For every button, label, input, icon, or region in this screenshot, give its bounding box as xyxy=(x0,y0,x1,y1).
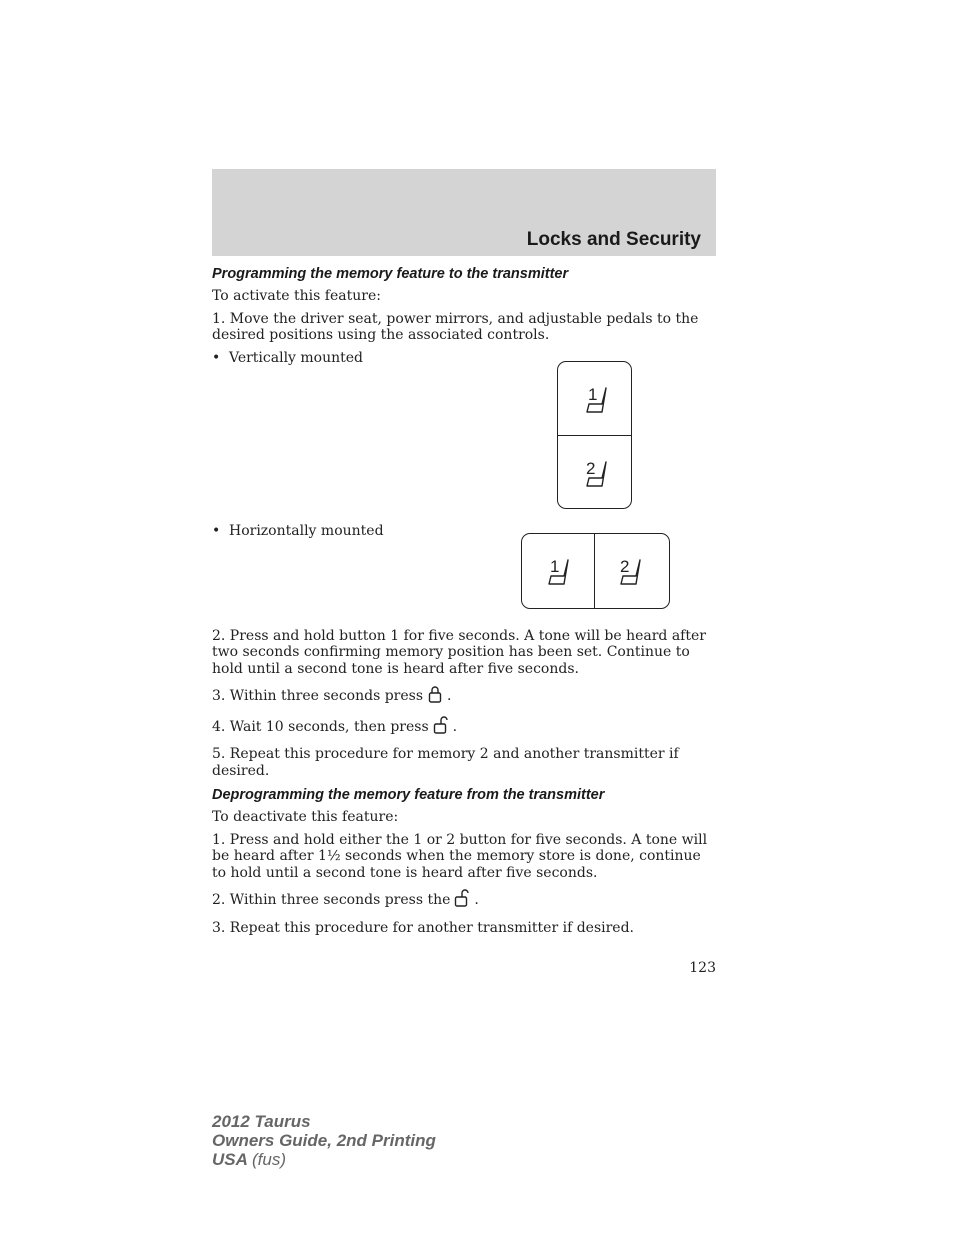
memory-button-1 xyxy=(584,384,614,420)
heading-programming: Programming the memory feature to the transmitter xyxy=(212,266,569,282)
step-1-move: 1. Move the driver seat, power mirrors, and adjustable pedals to the desired positions using the associated controls. xyxy=(212,310,699,343)
seat-icon xyxy=(546,556,576,588)
unlock-icon xyxy=(433,716,449,739)
memory-buttons-horizontal-figure xyxy=(521,533,670,609)
unlock-icon xyxy=(454,889,470,912)
memory-button-2 xyxy=(584,458,614,494)
button-2-label: 2 xyxy=(620,557,630,576)
seat-icon xyxy=(584,384,614,416)
figure-divider xyxy=(558,435,631,436)
step-3-press-lock: 3. Within three seconds press . xyxy=(212,685,716,708)
bullet-dot-icon: • xyxy=(212,349,221,366)
heading-deprogramming: Deprogramming the memory feature from the transmitter xyxy=(212,787,605,803)
intro-deactivate: To deactivate this feature: xyxy=(212,809,399,825)
section-title: Locks and Security xyxy=(526,229,701,250)
lock-icon xyxy=(427,685,443,708)
intro-activate: To activate this feature: xyxy=(212,288,381,304)
deprogram-step-3: 3. Repeat this procedure for another transmitter if desired. xyxy=(212,919,634,936)
deprogram-step-2: 2. Within three seconds press the . xyxy=(212,889,716,912)
footer-region: USA (fus) xyxy=(212,1150,286,1169)
footer-printing: Owners Guide, 2nd Printing xyxy=(212,1131,436,1150)
button-2-label: 2 xyxy=(586,459,596,478)
seat-icon xyxy=(618,556,648,588)
document-footer xyxy=(212,1112,436,1169)
figure-divider xyxy=(594,534,595,608)
step-4-press-unlock: 4. Wait 10 seconds, then press . xyxy=(212,716,716,739)
step-2-press-hold: 2. Press and hold button 1 for five seconds. A tone will be heard after two seconds confirming memory position has been set. Continue to hold until a second tone is heard after five seconds. xyxy=(212,627,706,677)
button-1-label: 1 xyxy=(550,557,560,576)
deprogram-step-1: 1. Press and hold either the 1 or 2 button for five seconds. A tone will be heard after 1½ seconds when the memory store is done, continue to hold until a second tone is heard after five seconds. xyxy=(212,831,708,881)
bullet-horizontal: • Horizontally mounted xyxy=(212,523,384,539)
memory-button-1 xyxy=(546,556,576,592)
page-number: 123 xyxy=(689,960,716,976)
seat-icon xyxy=(584,458,614,490)
button-1-label: 1 xyxy=(588,385,598,404)
bullet-vertical: • Vertically mounted xyxy=(212,349,364,366)
step-5-repeat: 5. Repeat this procedure for memory 2 and another transmitter if desired. xyxy=(212,746,679,779)
memory-button-2 xyxy=(618,556,648,592)
bullet-dot-icon: • xyxy=(212,523,221,539)
section-header-band xyxy=(212,169,716,256)
footer-model: 2012 Taurus xyxy=(212,1112,311,1131)
memory-buttons-vertical-figure xyxy=(557,361,632,509)
